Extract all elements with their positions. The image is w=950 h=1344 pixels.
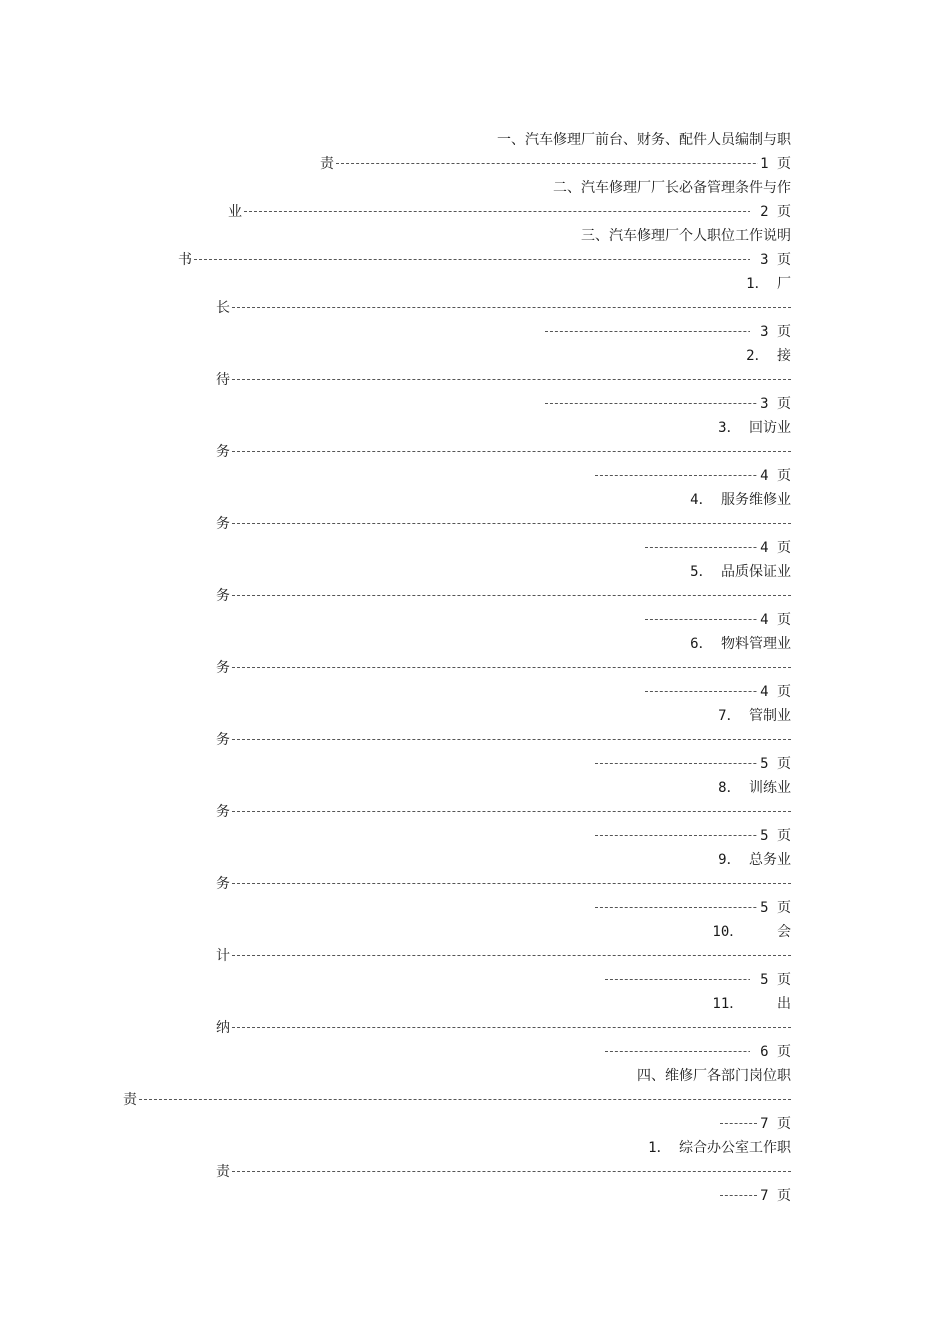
toc-entry-title-end: 长 [216, 300, 230, 316]
toc-line [595, 898, 791, 918]
page-number: 3 页 [751, 252, 791, 268]
dot-leader [232, 451, 791, 452]
toc-entry-title-end: 务 [216, 876, 230, 892]
dot-leader [232, 1027, 791, 1028]
toc-entry-title-end: 业 [228, 204, 242, 220]
toc-entry-title: 8． 训练业 [718, 780, 791, 796]
toc-line [712, 706, 791, 726]
page-number: 3 页 [760, 396, 791, 412]
toc-line [216, 802, 791, 822]
toc-line [610, 1066, 791, 1086]
toc-entry-title: 1． 综合办公室工作职 [648, 1140, 791, 1156]
page-number: 4 页 [760, 612, 791, 628]
dot-leader [232, 667, 791, 668]
toc-line [605, 1042, 791, 1062]
toc-line [645, 682, 791, 702]
toc-entry-title: 11． 出 [712, 996, 791, 1012]
toc-line [708, 922, 791, 942]
toc-line [216, 514, 791, 534]
toc-line [678, 562, 791, 582]
toc-line [712, 778, 791, 798]
toc-line [178, 250, 791, 270]
toc-line [545, 394, 791, 414]
dot-leader [232, 1171, 791, 1172]
toc-entry-title-end: 责 [216, 1164, 230, 1180]
page-number: 4 页 [760, 540, 791, 556]
dot-leader [232, 883, 791, 884]
toc-entry-title-end: 书 [178, 252, 192, 268]
toc-line [745, 274, 791, 294]
page-number: 7 页 [760, 1188, 791, 1204]
page-number: 1 页 [760, 156, 791, 172]
dot-leader [336, 163, 791, 164]
toc-entry-title-end: 计 [216, 948, 230, 964]
dot-leader [139, 1099, 791, 1100]
toc-entry-title: 四、维修厂各部门岗位职 [637, 1068, 791, 1084]
toc-line [712, 418, 791, 438]
toc-entry-title-end: 责 [123, 1092, 137, 1108]
dot-leader [232, 811, 791, 812]
toc-line [595, 466, 791, 486]
toc-line [595, 826, 791, 846]
toc-line [645, 610, 791, 630]
toc-entry-title: 9． 总务业 [718, 852, 791, 868]
toc-entry-title: 三、汽车修理厂个人职位工作说明 [581, 228, 791, 244]
toc-entry-title: 4． 服务维修业 [690, 492, 791, 508]
dot-leader [232, 955, 791, 956]
dot-leader [194, 259, 791, 260]
toc-line [123, 1090, 791, 1110]
toc-line [216, 658, 791, 678]
page-number: 7 页 [760, 1116, 791, 1132]
toc-line [440, 130, 791, 150]
toc-entry-title-end: 务 [216, 516, 230, 532]
toc-entry-title-end: 务 [216, 732, 230, 748]
toc-entry-title: 3． 回访业 [718, 420, 791, 436]
toc-line [320, 154, 791, 174]
toc-line [216, 946, 791, 966]
toc-line [216, 370, 791, 390]
toc-line [745, 346, 791, 366]
page-number: 3 页 [751, 324, 791, 340]
toc-line [216, 586, 791, 606]
dot-leader [232, 523, 791, 524]
dot-leader [232, 379, 791, 380]
toc-entry-title: 10． 会 [712, 924, 791, 940]
toc-entry-title-end: 待 [216, 372, 230, 388]
dot-leader [232, 739, 791, 740]
toc-entry-title-end: 务 [216, 660, 230, 676]
toc-line [645, 538, 791, 558]
toc-entry-title: 2． 接 [746, 348, 791, 364]
toc-line [216, 1018, 791, 1038]
dot-leader [232, 307, 791, 308]
toc-line [228, 202, 791, 222]
toc-line [628, 1138, 791, 1158]
toc-line [540, 226, 791, 246]
toc-line [678, 634, 791, 654]
toc-entry-title-end: 责 [320, 156, 334, 172]
dot-leader [232, 595, 791, 596]
toc-entry-title-end: 务 [216, 588, 230, 604]
page-number: 4 页 [760, 468, 791, 484]
toc-line [720, 1114, 791, 1134]
toc-line [595, 754, 791, 774]
dot-leader [545, 403, 791, 404]
toc-line [720, 1186, 791, 1206]
page-number: 2 页 [751, 204, 791, 220]
toc-entry-title: 一、汽车修理厂前台、财务、配件人员编制与职 [497, 132, 791, 148]
dot-leader [244, 211, 791, 212]
toc-entry-title: 二、汽车修理厂厂长必备管理条件与作 [553, 180, 791, 196]
toc-entry-title-end: 务 [216, 444, 230, 460]
toc-entry-title: 6． 物料管理业 [690, 636, 791, 652]
page-number: 5 页 [760, 828, 791, 844]
toc-line [216, 298, 791, 318]
page-number: 5 页 [751, 972, 791, 988]
toc-line [605, 970, 791, 990]
toc-line [708, 994, 791, 1014]
toc-line [545, 322, 791, 342]
toc-entry-title: 5． 品质保证业 [690, 564, 791, 580]
toc-entry-title: 1． 厂 [746, 276, 791, 292]
toc-line [678, 490, 791, 510]
toc-line [216, 442, 791, 462]
page-number: 4 页 [760, 684, 791, 700]
toc-line [505, 178, 791, 198]
toc-entry-title: 7． 管制业 [718, 708, 791, 724]
toc-line [216, 730, 791, 750]
toc-line [712, 850, 791, 870]
toc-line [216, 874, 791, 894]
page-number: 6 页 [751, 1044, 791, 1060]
toc-line [216, 1162, 791, 1182]
toc-entry-title-end: 务 [216, 804, 230, 820]
page-number: 5 页 [760, 900, 791, 916]
page-number: 5 页 [760, 756, 791, 772]
toc-entry-title-end: 纳 [216, 1020, 230, 1036]
